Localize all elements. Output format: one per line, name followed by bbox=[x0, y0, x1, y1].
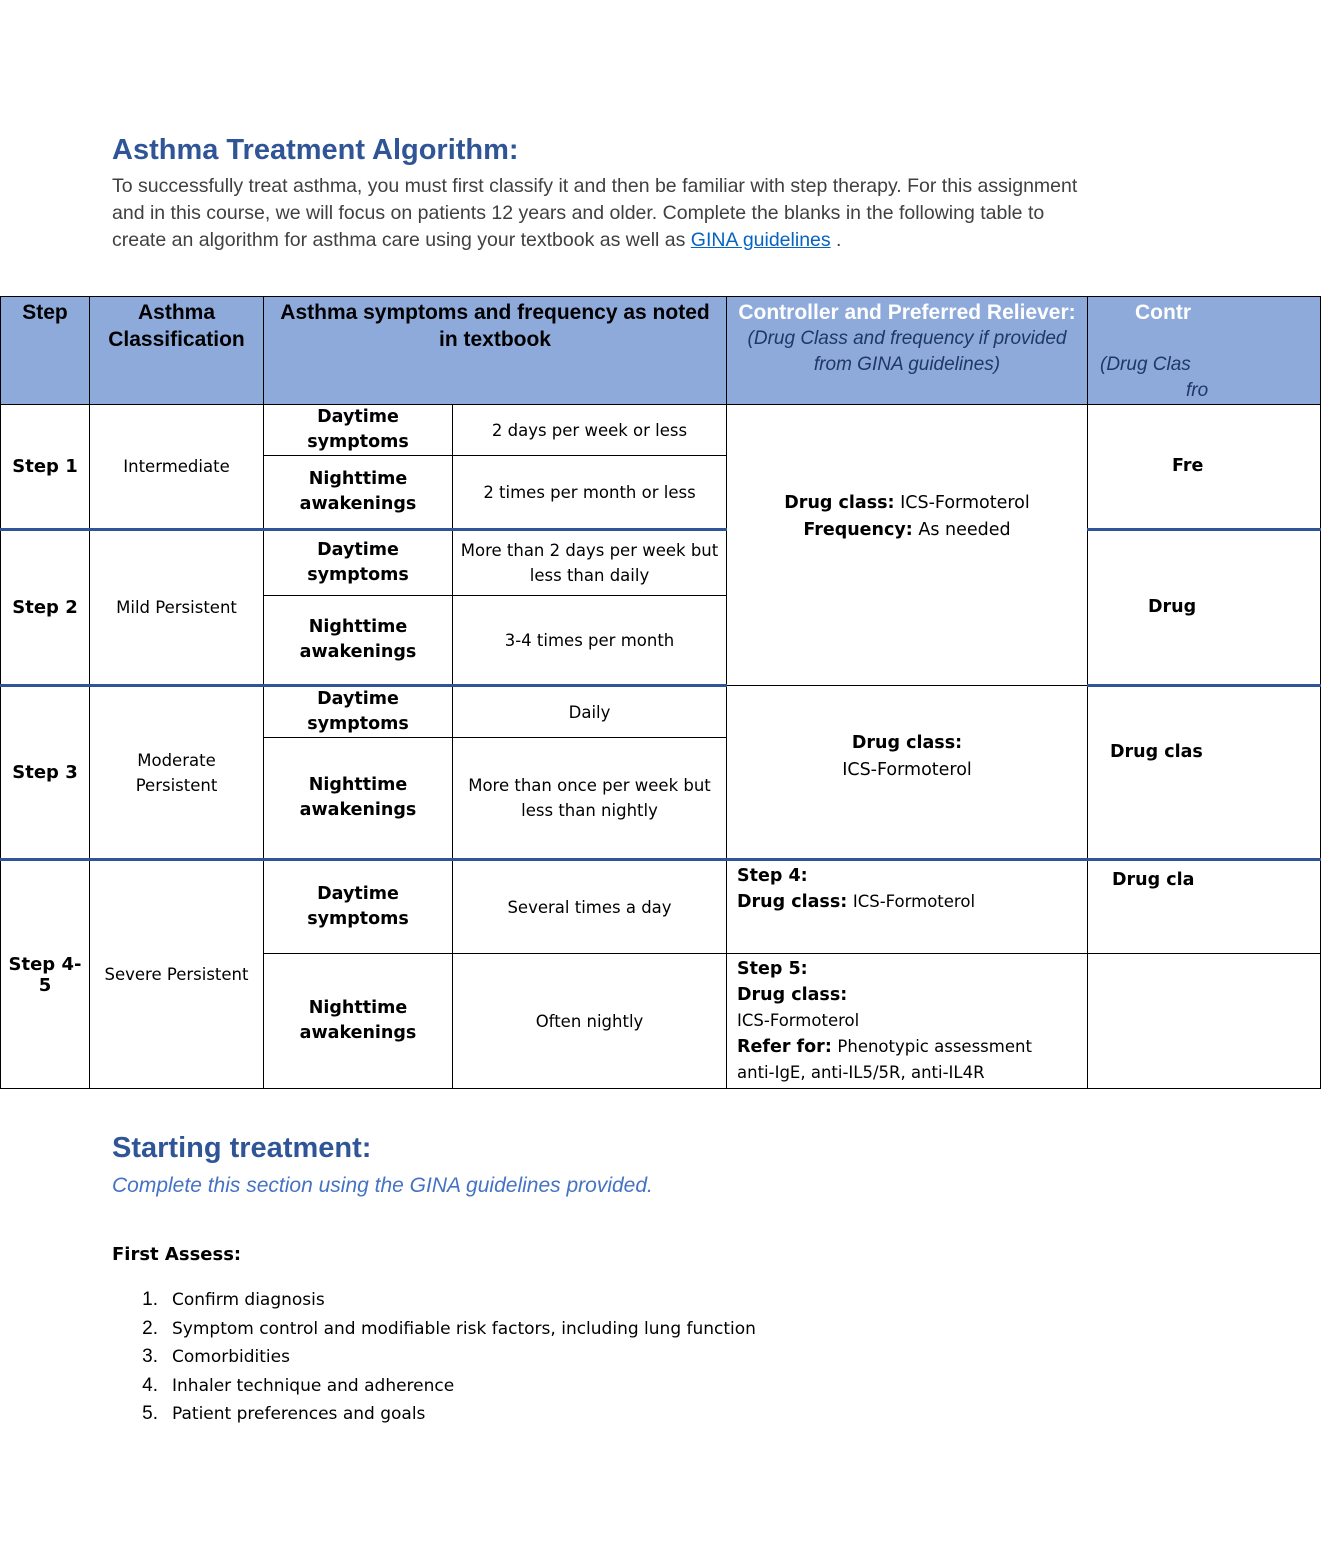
treatment-table-wrapper bbox=[0, 296, 1209, 1086]
header-controller2-title: Contr bbox=[1135, 301, 1191, 324]
intro-tail: . bbox=[830, 229, 842, 251]
step-2-nighttime-label: Nighttime awakenings bbox=[264, 596, 453, 686]
step-1-nighttime-label: Nighttime awakenings bbox=[264, 456, 453, 530]
drug-class-label: Drug class: bbox=[737, 985, 848, 1005]
list-item: 1. Confirm diagnosis bbox=[142, 1289, 325, 1310]
step-5-cutoff-empty bbox=[1088, 954, 1321, 1089]
step-3-cutoff: Drug clas bbox=[1088, 686, 1321, 860]
list-item: 3. Comorbidities bbox=[142, 1346, 290, 1367]
step-5-controller bbox=[727, 954, 1088, 1089]
intro-text: To successfully treat asthma, you must first classify it and then be familiar with step therapy. For this assignment and in this course, we will focus on patients 12 years and older. Complete the blanks in the following table to create an algorithm for asthma care using your textbook as well as bbox=[112, 175, 1078, 251]
step-2-nighttime-value: 3-4 times per month bbox=[453, 596, 727, 686]
step-2-classification: Mild Persistent bbox=[90, 530, 264, 686]
header-controller-sub: (Drug Class and frequency if provided from GINA guidelines) bbox=[747, 328, 1067, 375]
gina-guidelines-link[interactable]: GINA guidelines bbox=[690, 229, 831, 251]
step-4-5-nighttime-value: Often nightly bbox=[453, 954, 727, 1089]
step-2-cutoff: Drug bbox=[1088, 530, 1321, 686]
list-item: 5. Patient preferences and goals bbox=[142, 1403, 426, 1424]
step-3-nighttime-value: More than once per week but less than nightly bbox=[453, 738, 727, 860]
list-item: 4. Inhaler technique and adherence bbox=[142, 1374, 455, 1396]
step-4-5-daytime-label: Daytime symptoms bbox=[264, 860, 453, 954]
table-row bbox=[1, 860, 1321, 954]
step-4-drug-class: ICS-Formoterol bbox=[852, 892, 976, 911]
starting-treatment-subtitle: Complete this section using the GINA guidelines provided. bbox=[112, 1174, 653, 1197]
step-2-daytime-value: More than 2 days per week but less than daily bbox=[453, 530, 727, 596]
step-2-cell: Step 2 bbox=[1, 530, 90, 686]
header-controller bbox=[727, 297, 1088, 405]
refer-for-label: Refer for: bbox=[737, 1037, 832, 1057]
step-3-nighttime-label: Nighttime awakenings bbox=[264, 738, 453, 860]
table-row bbox=[1, 405, 1321, 456]
step-4-5-nighttime-label: Nighttime awakenings bbox=[264, 954, 453, 1089]
table-row bbox=[1, 530, 1321, 596]
intro-paragraph bbox=[112, 173, 1092, 254]
drug-class-label: Drug class: bbox=[784, 493, 895, 513]
drug-class-label: Drug class: bbox=[737, 892, 848, 912]
step-4-title: Step 4: bbox=[737, 866, 808, 886]
step-4-5-classification: Severe Persistent bbox=[90, 860, 264, 1089]
step-3-drug-class: ICS-Formoterol bbox=[842, 760, 972, 780]
steps-1-2-controller bbox=[727, 405, 1088, 686]
step-4-5-cell: Step 4-5 bbox=[1, 860, 90, 1089]
header-symptoms: Asthma symptoms and frequency as noted in textbook bbox=[264, 297, 727, 405]
starting-treatment-title: Starting treatment: bbox=[112, 1132, 372, 1164]
header-controller2-sub: (Drug Clas bbox=[1100, 354, 1191, 375]
header-controller-2 bbox=[1088, 297, 1321, 405]
list-item: 2. Symptom control and modifiable risk factors, including lung function bbox=[142, 1317, 756, 1339]
step-4-cutoff: Drug cla bbox=[1088, 860, 1321, 954]
step-4-5-daytime-value: Several times a day bbox=[453, 860, 727, 954]
table-row bbox=[1, 686, 1321, 738]
first-assess-label: First Assess: bbox=[112, 1244, 242, 1265]
step-1-cutoff: Fre bbox=[1088, 405, 1321, 530]
treatment-table bbox=[0, 296, 1321, 1089]
step-5-refer: Phenotypic assessment bbox=[837, 1037, 1032, 1056]
step-3-controller bbox=[727, 686, 1088, 860]
header-controller2-sub2: fro bbox=[1186, 380, 1209, 401]
step-5-refer-2: anti-IgE, anti-IL5/5R, anti-IL4R bbox=[737, 1063, 985, 1082]
step-1-cell: Step 1 bbox=[1, 405, 90, 530]
header-step: Step bbox=[1, 297, 90, 405]
step-1-nighttime-value: 2 times per month or less bbox=[453, 456, 727, 530]
header-controller-title: Controller and Preferred Reliever: bbox=[738, 301, 1076, 324]
step-1-daytime-label: Daytime symptoms bbox=[264, 405, 453, 456]
header-classification: Asthma Classification bbox=[90, 297, 264, 405]
step-3-daytime-value: Daily bbox=[453, 686, 727, 738]
step-3-classification: Moderate Persistent bbox=[90, 686, 264, 860]
frequency-label: Frequency: bbox=[803, 520, 913, 540]
step-1-classification: Intermediate bbox=[90, 405, 264, 530]
steps-1-2-drug-class: ICS-Formoterol bbox=[900, 493, 1030, 513]
step-5-drug-class: ICS-Formoterol bbox=[737, 1011, 860, 1030]
page-title: Asthma Treatment Algorithm: bbox=[112, 134, 519, 166]
step-3-daytime-label: Daytime symptoms bbox=[264, 686, 453, 738]
table-header-row bbox=[1, 297, 1321, 405]
step-4-controller bbox=[727, 860, 1088, 954]
drug-class-label: Drug class: bbox=[851, 733, 963, 753]
step-2-daytime-label: Daytime symptoms bbox=[264, 530, 453, 596]
assess-list bbox=[112, 1286, 756, 1429]
steps-1-2-frequency: As needed bbox=[918, 520, 1011, 540]
step-1-daytime-value: 2 days per week or less bbox=[453, 405, 727, 456]
step-5-title: Step 5: bbox=[737, 959, 808, 979]
step-3-cell: Step 3 bbox=[1, 686, 90, 860]
